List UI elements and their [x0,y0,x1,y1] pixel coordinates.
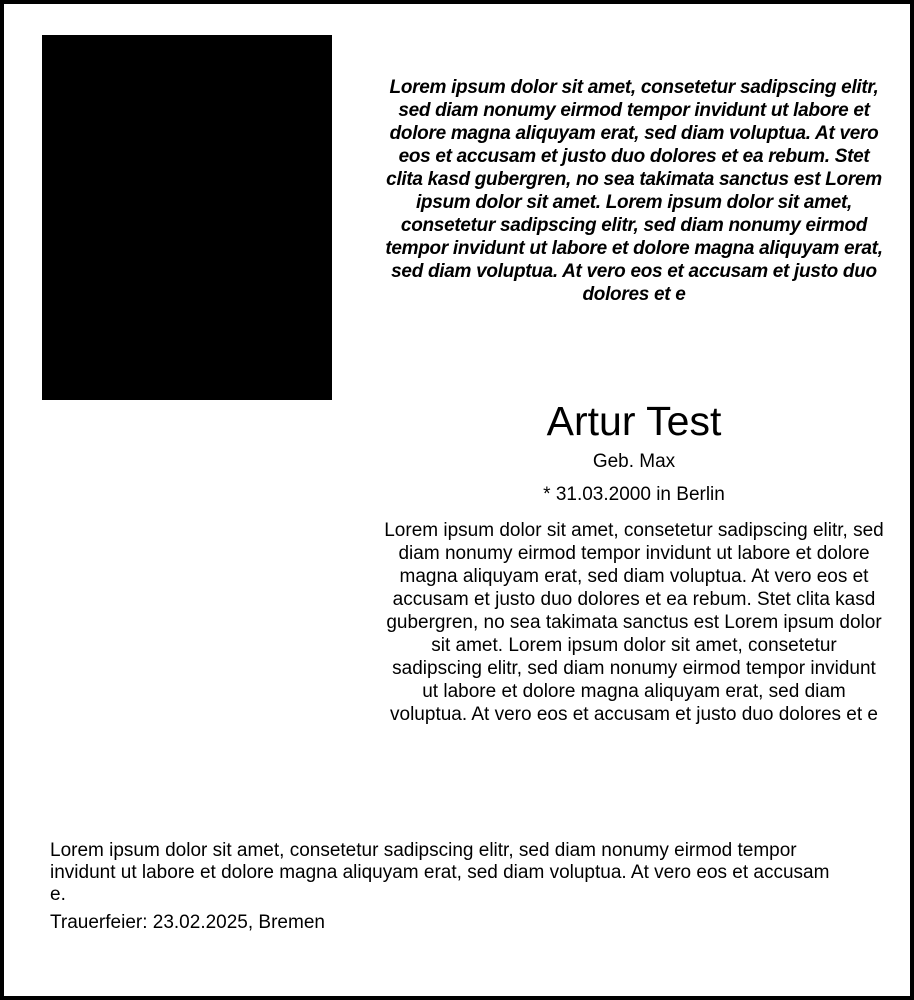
footer-text: Lorem ipsum dolor sit amet, consetetur sadipscing elitr, sed diam nonumy eirmod tempor invidunt ut labore et dolore magna aliquyam erat, sed diam voluptua. At vero eos et accusam e. [50,840,830,905]
birth-date-place: * 31.03.2000 in Berlin [543,484,725,505]
portrait-photo [42,35,332,400]
quote-text: Lorem ipsum dolor sit amet, consetetur sadipscing elitr, sed diam nonumy eirmod tempor invidunt ut labore et dolore magna aliquyam erat, sed diam voluptua. At vero eos et accusam et justo duo dolores et ea rebum. Stet clita kasd gubergren, no sea takimata sanctus est Lorem ipsum dolor sit amet. Lorem ipsum dolor sit amet, consetetur sadipscing elitr, sed diam nonumy eirmod tempor invidunt ut labore et dolore magna aliquyam erat, sed diam voluptua. At vero eos et accusam et justo duo dolores et e [385,77,883,305]
funeral-info: Trauerfeier: 23.02.2025, Bremen [50,912,325,933]
biography-text: Lorem ipsum dolor sit amet, consetetur sadipscing elitr, sed diam nonumy eirmod tempor invidunt ut labore et dolore magna aliquyam erat, sed diam voluptua. At vero eos et accusam et justo duo dolores et ea rebum. Stet clita kasd gubergren, no sea takimata sanctus est Lorem ipsum dolor sit amet. Lorem ipsum dolor sit amet, consetetur sadipscing elitr, sed diam nonumy eirmod tempor invidunt ut labore et dolore magna aliquyam erat, sed diam voluptua. At vero eos et accusam et justo duo dolores et e [384,520,884,725]
birth-name: Geb. Max [592,451,676,472]
deceased-name: Artur Test [546,398,722,444]
